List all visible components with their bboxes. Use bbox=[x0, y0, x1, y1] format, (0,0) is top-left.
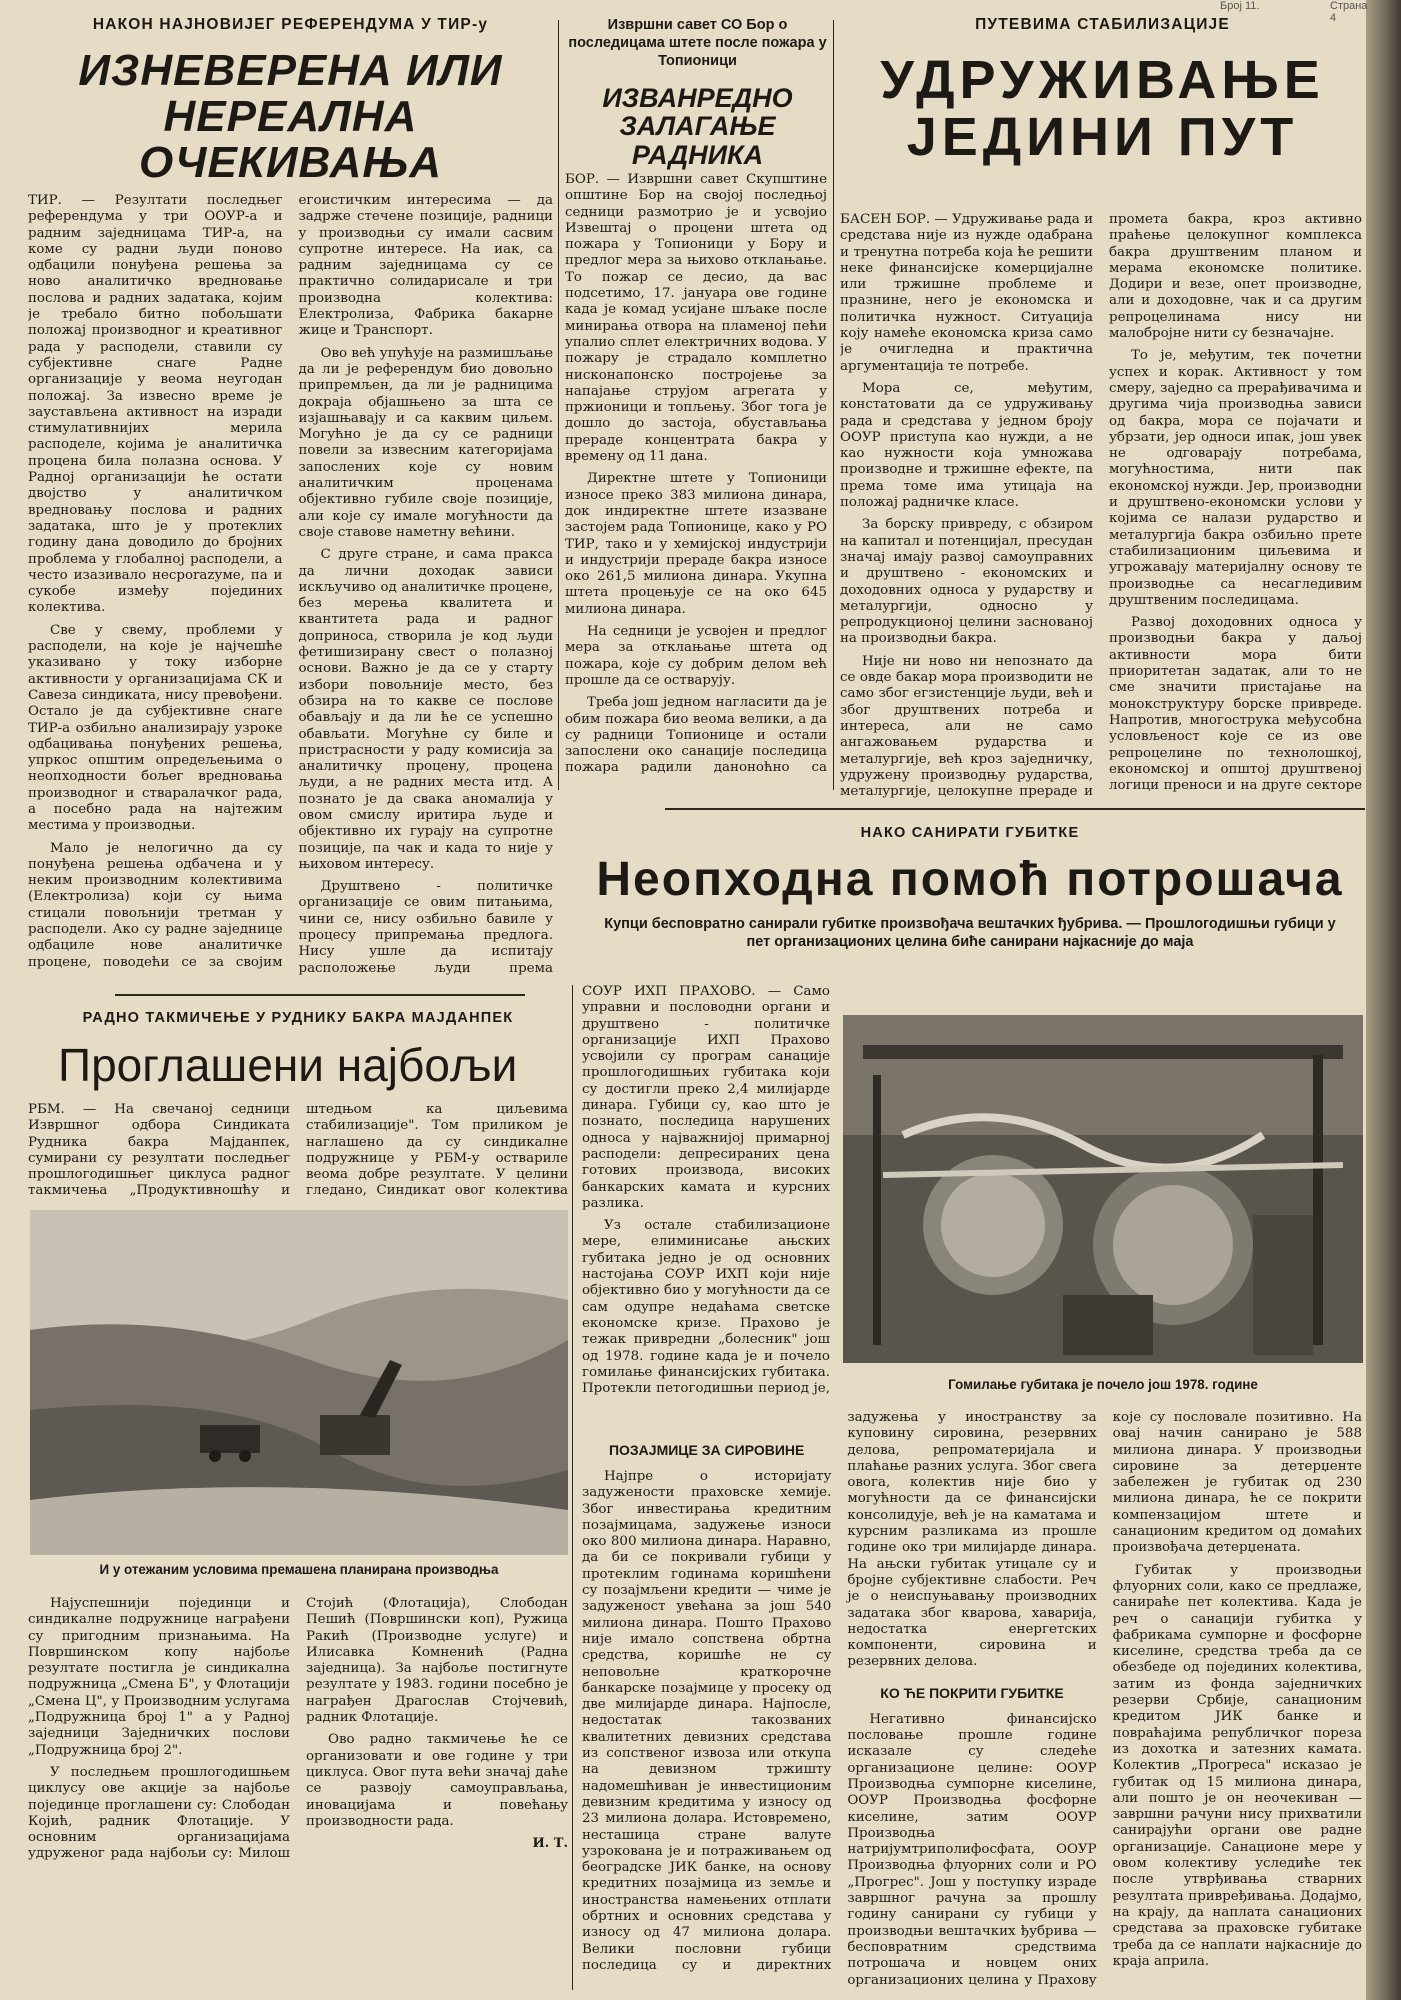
article-deck: Купци бесповратно санирали губитке произвођача вештачких ђубрива. — Прошлогодишњи губици у пет организационих целина биће санирани најкасније до маја bbox=[604, 916, 1336, 951]
article-referendum bbox=[28, 16, 553, 187]
article-headline-line2: ЈЕДИНИ ПУТ bbox=[906, 106, 1299, 167]
paragraph: СОУР ИХП ПРАХОВО. — Само управни и пословодни органи и друштвено - политичке организације ИХП Прахово усвојили су програм санације прошлогодишњих губитака који су достигли преко 2,4 милијарде динара. Губици су, као што је познато, последица нарушених односа у најважнијој примарној расподели: депресираних цена готових производа, високих банкарских камата и курсних разлика. bbox=[582, 984, 830, 1211]
photo-caption: Гомилање губитака је почело још 1978. године bbox=[948, 1377, 1258, 1392]
article-prahovo bbox=[575, 825, 1365, 951]
article-association-body bbox=[840, 212, 1362, 802]
page-edge bbox=[1366, 0, 1401, 2000]
article-kicker: ПУТЕВИМА СТАБИЛИЗАЦИЈЕ bbox=[975, 16, 1230, 33]
column-rule bbox=[572, 985, 573, 1990]
paragraph: Треба још једном нагласити да је обим пожара био веома велики, а да су радници Топионице и остали запослени око санације последица пожара радили даноноћно са bbox=[565, 695, 827, 776]
paragraph: БОР. — Извршни савет Скупштине општине Бор на својој последњој седници размотрио је и усвојио Извештај о процени штета од пожара у Топионици у Бору и предлог мера за њихово отклањање. То пожар се десио, да вас подсетимо, 17. јануара ове године када је комад усијане шљаке после минирања отворa на пламеној пећи упалио сплет електричних водова. У пожару је страдало комплетно нисконапонско постројење за напајање струјом агрегата у пржионици и топљењу. Због тога је дошло до застоја, обустављања прераде концентрата бакра у времену од 11 дана. bbox=[565, 172, 827, 465]
paragraph: РБМ. — На свечаној седници Извршног одбора Синдиката Рудника бакра Мајданпек, сумирани су резултати последњег прошлогодишњег циклуса радног такмичења „Продуктивношћу и штедњом ка циљевима стабилизације". Том приликом је наглашено да су синдикалне подружнице у РБМ-у остварилe веома добре резултате. У целини гледано, Синдикат овог колектива bbox=[28, 1102, 568, 1199]
paragraph: На седници је усвојен и предлог мера за отклањање штета од пожара, које су добрим делом већ прошле да се остварују. bbox=[565, 624, 827, 688]
paragraph: Мора се, међутим, констатовати да се удруживању рада и средстава у једном броју ООУР приступа као нужди, а не као нужности која умножава производне и тржишне ефекте, па према томе има утицаја на положај радничке класе. bbox=[840, 380, 1093, 511]
paragraph: Све у свему, проблеми у расподели, на које је најчешће указивано у току изборне активности у организацијама СК и Савеза синдиката, нису превођени. Остало је да субјективне снаге ТИР-а озбиљно анализирају узроке одбацивања понуђених решења, упркос општим опредељењима о неопходности бољег вредновања производног и стваралачког рада, а посебно рада на најтежим местима у производњи. bbox=[28, 622, 283, 834]
paragraph: Друштвено - политичке организације се овим питањима, чини се, нису озбиљно бавиле у процесу припремања предлога. Нису ушле да испитају расположење људи према bbox=[298, 879, 553, 976]
mine-photo bbox=[30, 1210, 568, 1555]
article-fire-body bbox=[565, 172, 827, 792]
paragraph: Директне штете у Топионици износе преко 383 милиона динара, док индиректне штете изазване застојем рада Топионице, како у РО ТИР, тако и у хемијској индустрији и индустрији прераде бакра износе око 261,5 милиона динара. Укупна штета процењује се на око 645 милиона динара. bbox=[565, 471, 827, 617]
article-majdanpek-body-cont bbox=[28, 1596, 568, 1991]
issue-number: Број 11. bbox=[1220, 0, 1260, 12]
paragraph: То је, међутим, тек почетни успех и корак. Активност у том смеру, заједно са прерађивачима и другима чија производња зависи од бакра, мора се појачати и убрзати, јер односи ипак, још увек не одговарају потребама, могућностима, нити пак економској нужди. Јер, производни и друштвено-економски услови у којима се налази рударство и металургија бакра озбиљно прете стабилизационим циљевима и угрожавају материјалну основу те производње са несагледивим друштвеним последицама. bbox=[1109, 348, 1362, 608]
paragraph: ТИР. — Резултати последњег референдума у три ООУР-а и радним заједницама ТИР-а, на коме су радни људи поново одбацили понуђена решења за ново аналитичко вредновање послова и радних задатака, којим је требало битно побољшати положај производног и креативног рада у расподели, ставили су субјективне снаге Радне организације у веома неугодан положај. За извесно време је заустављена активност на изради стимулативнијих мерила расподеле, којима је аналитичка процена била полазна основа. У Радној организацији ће остати двојство у аналитичком вредновању послова и радних задатака, што је у протеклих годину дана доводило до бројних проблема у глобалној расподели, а често изазивало несporazуме, па и сукобе између појединих колектива. bbox=[28, 193, 283, 616]
page-number: Страна 4 bbox=[1330, 0, 1368, 24]
subheading: КО ЋЕ ПОКРИТИ ГУБИТКЕ bbox=[880, 1684, 1064, 1701]
paragraph: За борску привреду, с обзиром на капитал и потенцијал, пресудан значај имају развој самоуправних и друштвено - економских и доходовних односа у рударству и металургији, односно у репродукционој целини заснованој на производњи бакра. bbox=[840, 517, 1093, 647]
article-headline: ИЗНЕВЕРЕНА ИЛИ НЕРЕАЛНА ОЧЕКИВАЊА bbox=[78, 46, 503, 188]
article-headline: Проглашени најбољи bbox=[58, 1039, 518, 1091]
paragraph: Губитак у производњи флуорних соли, како се предлаже, санираће пет колектива. Када је реч о санацији губитка у фабрикама сумпорне и фосфорне киселине, средства треба да се обезбеде од појединих колектива, затим из фонда заједничких резерви Србије, санационим кредитом ЈИК банке и повраћајима републичког пореза из дохотка и затезних камата. Колектив „Прогреса" исказао је губитак од 15 милиона динара, али пошто је он неочекиван — завршни рачуни нису прихватили санирајући органи ове радне организације. Санационе мере у овом колективу уследиће тек после утврђивања стварних резултата привређивања. Додајмо, на крају, да наплата санационих средстава за праховске губитаке треба да се наплати најкасније до краја априла. bbox=[1112, 1562, 1362, 1969]
paragraph: БАСЕН БОР. — Удруживање рада и средстава није из нужде одабрана и тренутна потреба која ће решити неке финансијске комерцијалне или тржишне проблеме и празнине, него је економска и политичка нужност. Ситуација коју намеће економска криза само је очигледна и практична аргументација те потребе. bbox=[840, 212, 1093, 374]
paragraph: Најуспешнији појединци и синдикалне подружнице награђени су пригодним признањима. На Површинском копу најбоље резултате постигла је синдикална подружница „Смена Б", у Флотацији „Смена Ц", у Производним услугама „Подружница број 1" а у Радној заједници Заједничких послови „Подружница број 2". bbox=[28, 1596, 290, 1758]
article-headline: Неопходна помоћ потрошача bbox=[596, 853, 1344, 906]
column-rule bbox=[833, 20, 834, 790]
article-signature: И. Т. bbox=[532, 1836, 568, 1852]
paragraph: Најпре о историјату задужености праховске хемије. Због инвестирања кредитним позајмицама, задужење износи око 800 милиона динара. Наравно, да би се покривали губици у протеклим годинама коришћени су позајмљени кредити — чиме је задуженост увећана за још 540 милиона динара. Пошто Прахово није имало сопствена обртна средства, коришће не су неповољне краткорочне банкарске позајмице у просеку од две милијарде динара. Најпосле, недостатак такозваних квалитетних девизних средстава из сопственог извоза или откупа на девизном тржишту надомешћиван је инвестиционим девизним кредитима у износу од 23 милиона долара. Истовремено, несташица стране валуте узрокована је и потраживањем од београдске ЈИК банке, на основу кредитних позајмица из земље и иностранства намењених отплати обртних и основних средстава у износу од 47 милиона долара. Велики пословни губици последица су и директних задужења у иностранству за куповину сировина, резервних делова, репроматеријала и плаћање разних услуга. Због свега овога, колектив није био у могућности да се финансијски консолидује, већ је на каматама и курсним разликама из прошле године око три милијарде динара. На ањски губитак утицале су и бројне субјективне слабости. Реч је о неиспуњавању производних задатака због кварова, хаварија, недостатка енергетских компоненти, сировина и резервних делова. bbox=[582, 1410, 1097, 1973]
paragraph: Негативно финансијско пословање прошле године исказале су следеће организационе целине: ООУР Производња сумпорне киселине, ООУР Производња фосфорне киселине, затим ООУР Производња натријумтрипoлифосфата, ООУР Производња флуорних соли и РО „Прогрес". Још у поступку израде завршног рачуна за прошлу годину санирани су губици у производњи вештачких ђубрива — бесповратним средствима потрошача и новцем оних организационих целина у Прахову које су пословале позитивно. На овај начин санирано је 588 милиона динара. У производњи сировине за детерџенте забележен је губитак од 230 милиона динара, ће се покрити компензацијом штете и санационим кредитом од домаћих произвођача детерџената. bbox=[847, 1410, 1362, 1988]
page-header bbox=[30, 0, 1368, 24]
paragraph: С друге стране, и сама пракса да лични доходак зависи искључиво од аналитичке процене, без мерења квалитета и квантитета рада и радног доприноса, створила је код људи фетишизирану свест о полазној основи. Важно је да се у старту избори повољније место, без обзира на то какве се послове обављају и да ли ће се успешно обављати. Могућне су биле и пристрасности у раду комисија за аналитичку процену, процена људи, а не радних места итд. А познато је да свака аномалија у овом смислу иритира људе и објективно их гурају на супротне позиције, па чак и када то није у њиховом интересу. bbox=[298, 547, 553, 872]
paragraph: Није ни ново ни непознато да се овде бакар мора производити не само због егзистенције људи, већ и због друштвених потреба и интереса, али не само ангажовањем рударства и металургије, већ кроз заједничку, удружену производњу рударства, металургије, целокупне прераде и промета бакра, кроз активно праћење целокупног комплекса бакра друштвеним планом и мерама економске политике. Додири и везе, опет производне, али и доходовне, чак и са другим репроцелинама нису ни малобројне нити су безначајне. bbox=[840, 212, 1362, 800]
paragraph: Мало је нелогично да су понуђена решења одбачена и у неким производним колективима (Електролиза) који су њима стицали повољнији третман у расподели. Ако су радне заједнице одбациле нове аналитичке процене, поводећи се за својим егоистичким интересима — да задрже стечене позиције, радници у производњи су имали сасвим супротне интересе. На иак, са радним заједницама су се практично солидарисале и три производна колектива: Електролиза, Фабрика бакарне жице и Транспорт. bbox=[28, 193, 553, 970]
article-kicker: Извршни савет СО Бор о последицама штете после пожара у Топионици bbox=[568, 17, 827, 69]
paragraph: Ово радно такмичење ће се организовати и ове године у три циклуса. Овог пута већи значај даће се развоју самоуправљања, иновацијама и повећању производности рада. bbox=[306, 1732, 568, 1829]
paragraph: Ово већ упућује на размишљање да ли је референдум био довољно припремљен, да ли је радницима докрaja објашњено за шта се изјашњавају и са каквим циљем. Могућно је да су се радници повели за извесним категоријама запослених које су новим аналитичким проценама објективно губиле своје позиције, али које су имале могућности да своје ставове наметну већини. bbox=[298, 345, 553, 540]
paragraph: Развој доходовних односа у производњи бакра у даљој активности мора бити приоритетан задатак, али то не сме значити пристајање на монокструктуру борске привреде. Напротив, многострука међусобна условљеност које се из ове репроцелине по технолошкој, економској и општој друштвеној логици преноси и на друге секторе bbox=[1109, 615, 1362, 794]
article-kicker: РАДНО ТАКМИЧЕЊЕ У РУДНИКУ БАКРА МАЈДАНПЕК bbox=[82, 1010, 514, 1026]
article-headline: ИЗВАНРЕДНО ЗАЛАГАЊЕ РАДНИКА bbox=[602, 83, 793, 170]
article-kicker: НАКОН НАЈНОВИЈЕГ РЕФЕРЕНДУМА У ТИР-у bbox=[92, 16, 489, 33]
column-rule bbox=[558, 20, 559, 790]
plant-photo bbox=[843, 1015, 1363, 1363]
section-rule bbox=[115, 994, 525, 996]
paragraph: У последњем прошлогодишњем циклусу ове акције за најбоље појединце проглашени су: Слободан Којић, радник Флотације. У основним организацијама удруженог рада најбољи су: Милош Стојић (Флотација), Слободан Пешић (Површински коп), Ружица Ракић (Производне услуге) и Илисавка Комненић (Радна заједница). За најбоље постигнуте резултате у 1983. години посебно је награђен Драгослав Стојчевић, радник Флотације. bbox=[28, 1596, 568, 1862]
section-rule bbox=[665, 808, 1365, 810]
article-prahovo-intro bbox=[582, 984, 830, 1404]
article-majdanpek bbox=[28, 1010, 568, 1092]
article-fire bbox=[565, 16, 830, 169]
subheading: ПОЗАЈМИЦЕ ЗА СИРОВИНЕ bbox=[608, 1442, 805, 1458]
paragraph: Уз остале стабилизационе мере, елиминисање ањских губитака једно је од основних настојања СОУР ИХП који није објективно био у могућности да се сам одупре недаћама светске економске кризе. Прахово је тежак приврeдни „болесник" још од 1978. године када је и почело гомилање финансијских губитака. Протекли петогодишњи период је, bbox=[582, 1218, 830, 1397]
article-headline-line1: УДРУЖИВАЊЕ bbox=[880, 50, 1325, 110]
article-association bbox=[840, 16, 1365, 165]
article-majdanpek-body bbox=[28, 1102, 568, 1208]
photo-caption: И у отежаним условима премашена планирана производња bbox=[99, 1562, 499, 1577]
article-referendum-body bbox=[28, 193, 553, 985]
article-prahovo-body bbox=[582, 1410, 1362, 1990]
article-kicker: НАКО САНИРАТИ ГУБИТКЕ bbox=[860, 825, 1080, 841]
